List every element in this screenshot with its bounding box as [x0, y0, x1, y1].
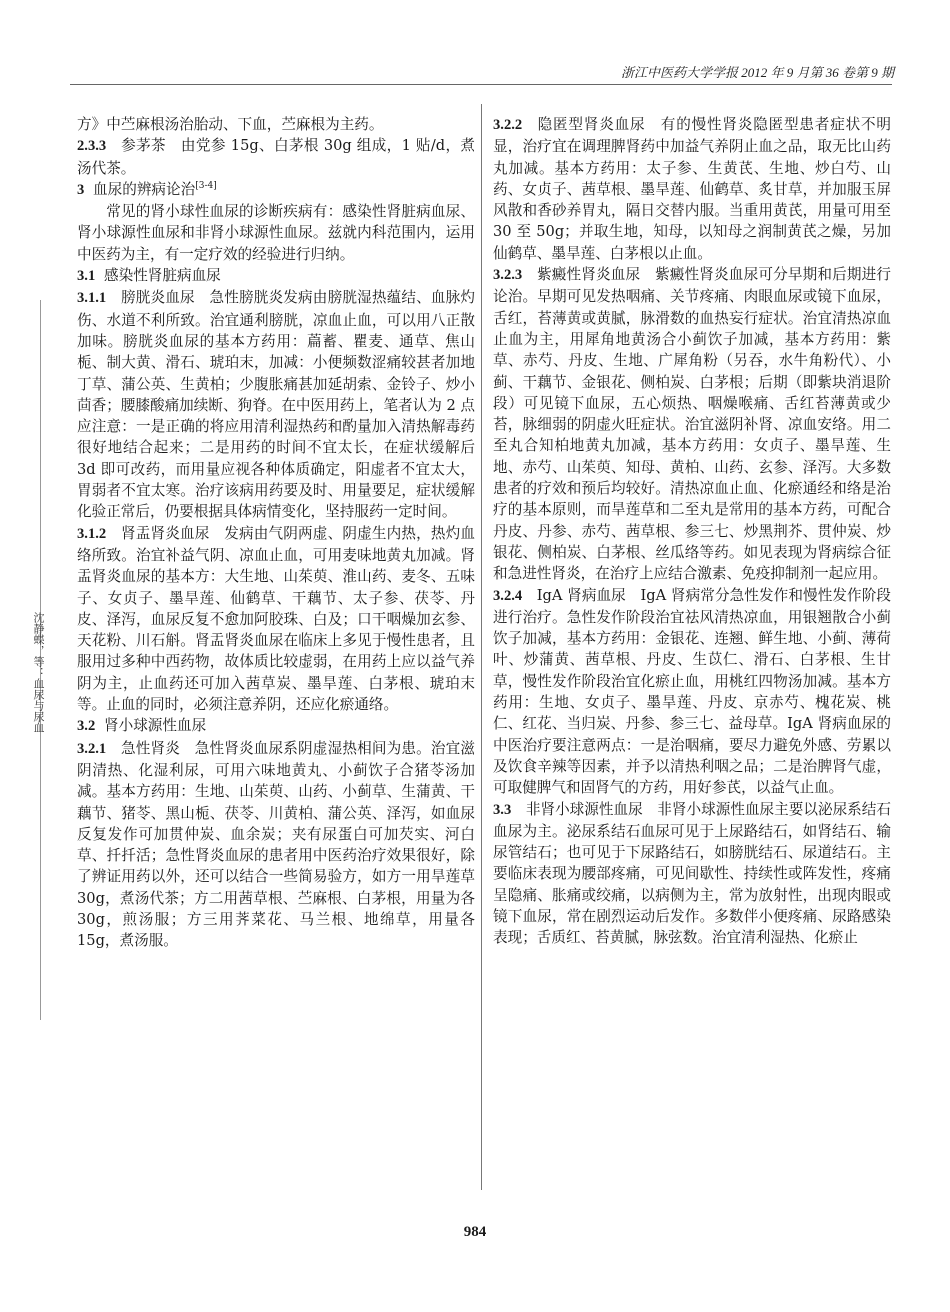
paragraph-text: 感染性肾脏病血尿 [104, 267, 221, 285]
paragraph-text: 肾盂肾炎血尿 发病由气阴两虚、阴虚生内热，热灼血络所致。治宜补益气阴、凉血止血，可用麦味地黄丸加减。肾盂肾炎血尿的基本方：大生地、山茱萸、淮山药、麦冬、五味子、女贞子、墨旱莲、仙鹤草、干藕节、太子参、茯苓、丹皮、泽泻，血尿反复不愈加阿胶珠、白及；口干咽燥加玄参、天花粉、川石斛。肾盂肾炎血尿在临床上多见于慢性患者，且服用过多种中西药物，故体质比较虚弱，在用药上应以益气养阴为主，止血药还可加入茜草炭、墨旱莲、白茅根、琥珀末等。止血的同时，必须注意养阴，还应化瘀通络。 [77, 524, 475, 714]
subsection-paragraph [77, 523, 475, 716]
paragraph-text: IgA 肾病血尿 IgA 肾病常分急性发作和慢性发作阶段进行治疗。急性发作阶段治宜祛风清热凉血，用银翘散合小蓟饮子加减，基本方药用：金银花、连翘、鲜生地、小蓟、薄荷叶、炒蒲黄、茜草根、丹皮、生苡仁、滑石、白茅根、生甘草，慢性发作阶段治宜化瘀止血，用桃红四物汤加减。基本方药用：生地、女贞子、墨旱莲、丹皮、京赤芍、槐花炭、桃仁、红花、当归炭、丹参、参三七、益母草。IgA 肾病血尿的中医治疗要注意两点：一是治咽痛，要尽力避免外感、劳累以及饮食辛辣等因素，并予以清热利咽之品；二是治脾肾气虚，可取健脾气和固肾气的方药，用好参芪，以益气止血。 [493, 586, 891, 797]
section-number: 3.1.1 [77, 290, 107, 307]
section-number: 2.3.3 [77, 138, 107, 155]
subsection-paragraph [493, 114, 891, 264]
paragraph-text: 隐匿型肾炎血尿 有的慢性肾炎隐匿型患者症状不明显，治疗宜在调理脾肾药中加益气养阴止血之品，取无比山药丸加减。基本方药用：太子参、生黄芪、生地、炒白芍、山药、女贞子、茜草根、墨旱莲、仙鹤草、炙甘草，并加服玉屏风散和香砂养胃丸，隔日交替内服。当重用黄芪，用量可用至 30 至 50g；并取生地，知母，以知母之润制黄芪之燥，另加仙鹤草、墨旱莲、白茅根以止血。 [493, 116, 891, 262]
right-column [493, 114, 891, 949]
paragraph-text: 参茅茶 由党参 15g、白茅根 30g 组成，1 贴/d，煮汤代茶。 [77, 137, 475, 177]
paragraph-text: 方》中苎麻根汤治胎动、下血，苎麻根为主药。 [77, 116, 384, 133]
section-number: 3.2.2 [493, 117, 523, 133]
section-number: 3.3 [493, 801, 512, 818]
section-number: 3.1 [77, 268, 96, 285]
column-divider [481, 104, 482, 1190]
citation-marker[interactable]: [3-4] [195, 181, 217, 192]
subsection-paragraph [493, 264, 891, 584]
paragraph-text: 紫癜性肾炎血尿 紫癜性肾炎血尿可分早期和后期进行论治。早期可见发热咽痛、关节疼痛、肉眼血尿或镜下血尿，舌红，苔薄黄或黄腻，脉滑数的血热妄行症状。治宜清热凉血止血为主，用犀角地黄汤合小蓟饮子加减，基本方药用：紫草、赤芍、丹皮、生地、广犀角粉（另吞，水牛角粉代）、小蓟、干藕节、金银花、侧柏炭、白茅根；后期（即紫块消退阶段）可见镜下血尿，五心烦热、咽燥喉痛、舌红苔薄黄或少苔，脉细弱的阴虚火旺症状。治宜滋阴补肾、凉血安络。用二至丸合知柏地黄丸加减，基本方药用：女贞子、墨旱莲、生地、赤芍、山茱萸、知母、黄柏、山药、玄参、泽泻。大多数患者的疗效和预后均较好。清热凉血止血、化瘀通经和络是治疗的基本原则，而旱莲草和二至丸是常用的基本方药，可配合丹皮、丹参、赤芍、茜草根、参三七、炒黑荆芥、贯仲炭、炒银花、侧柏炭、白茅根、丝瓜络等药。如见表现为肾病综合征和急进性肾炎，在治疗上应结合激素、免疫抑制剂一起应用。 [493, 266, 891, 583]
body-paragraph [77, 114, 475, 135]
subsection-paragraph [77, 738, 475, 952]
paragraph-text: 肾小球源性血尿 [104, 717, 207, 735]
subsection-paragraph [493, 585, 891, 799]
section-number: 3.1.2 [77, 525, 107, 542]
left-column [77, 114, 475, 952]
subsection-paragraph [493, 799, 891, 949]
subsection-paragraph [77, 287, 475, 522]
paragraph-text: 非肾小球源性血尿 非肾小球源性血尿主要以泌尿系结石血尿为主。泌尿系结石血尿可见于上尿路结石，如肾结石、输尿管结石；也可见于下尿路结石，如膀胱结石、尿道结石。主要临床表现为腰部疼痛，可见间歇性、持续性或阵发性，疼痛呈隐痛、胀痛或绞痛，以病侧为主，常为放射性，出现肉眼或镜下血尿，常在剧烈运动后发作。多数伴小便疼痛、尿路感染表现；舌质红、苔黄腻，脉弦数。治宜清利湿热、化瘀止 [493, 800, 891, 947]
section-number: 3.2.4 [493, 587, 523, 604]
section-heading [77, 715, 475, 737]
paragraph-text: 血尿的辨病论治 [93, 180, 196, 198]
section-number: 3 [77, 181, 85, 198]
section-number: 3.2.1 [77, 740, 107, 757]
subsection-paragraph [77, 135, 475, 179]
paragraph-text: 急性肾炎 急性肾炎血尿系阴虚湿热相间为患。治宜滋阴清热、化湿利尿，可用六味地黄丸、小蓟饮子合猪苓汤加减。基本方药用：生地、山茱萸、山药、小蓟草、生蒲黄、干藕节、猪苓、黑山栀、茯苓、川黄柏、蒲公英、泽泻，如血尿反复发作可加贯仲炭、血余炭；夹有尿蛋白可加芡实、河白草、扦扦活；急性肾炎血尿的患者用中医药治疗效果很好，除了辨证用药以外，还可以结合一些简易验方，如方一用旱莲草 30g，煮汤代茶；方二用茜草根、苎麻根、白茅根，用量为各 30g，煎汤服；方三用荠菜花、马兰根、地绵草，用量各 15g，煮汤服。 [77, 739, 475, 950]
section-number: 3.2 [77, 718, 96, 735]
header-rule [70, 84, 892, 85]
journal-header: 浙江中医药大学学报 2012 年 9 月第 36 卷第 9 期 [620, 65, 894, 80]
running-author-title: 沈静蝶，等：血尿与尿血 [32, 612, 45, 733]
paragraph-text: 膀胱炎血尿 急性膀胱炎发病由膀胱湿热蕴结、血脉灼伤、水道不利所致。治宜通利膀胱，凉血止血，可以用八正散加味。膀胱炎血尿的基本方药用：萹蓄、瞿麦、通草、焦山栀、制大黄、滑石、琥珀末，加减：小便频数涩痛较甚者加地丁草、蒲公英、生黄柏；少腹胀痛甚加延胡索、金铃子、炒小茴香；腰膝酸痛加续断、狗脊。在中医用药上，笔者认为 2 点应注意：一是正确的将应用清利湿热药和酌量加入清热解毒药很好地结合起来；二是用药的时间不宜太长，在症状缓解后 3d 即可改药，而用量应视各种体质确定，阳虚者不宜太大，胃弱者不宜太寒。治疗该病用药要及时、用量要足，症状缓解化验正常后，仍要根据具体病情变化，坚持服药一定时间。 [77, 289, 476, 521]
section-heading [77, 179, 475, 201]
body-paragraph [77, 201, 475, 265]
paragraph-text: 常见的肾小球性血尿的诊断疾病有：感染性肾脏病血尿、肾小球源性血尿和非肾小球源性血尿。兹就内科范围内，运用中医药为主，有一定疗效的经验进行归纳。 [77, 203, 475, 263]
section-heading [77, 265, 475, 287]
section-number: 3.2.3 [493, 267, 523, 284]
page-number: 984 [463, 1224, 487, 1240]
